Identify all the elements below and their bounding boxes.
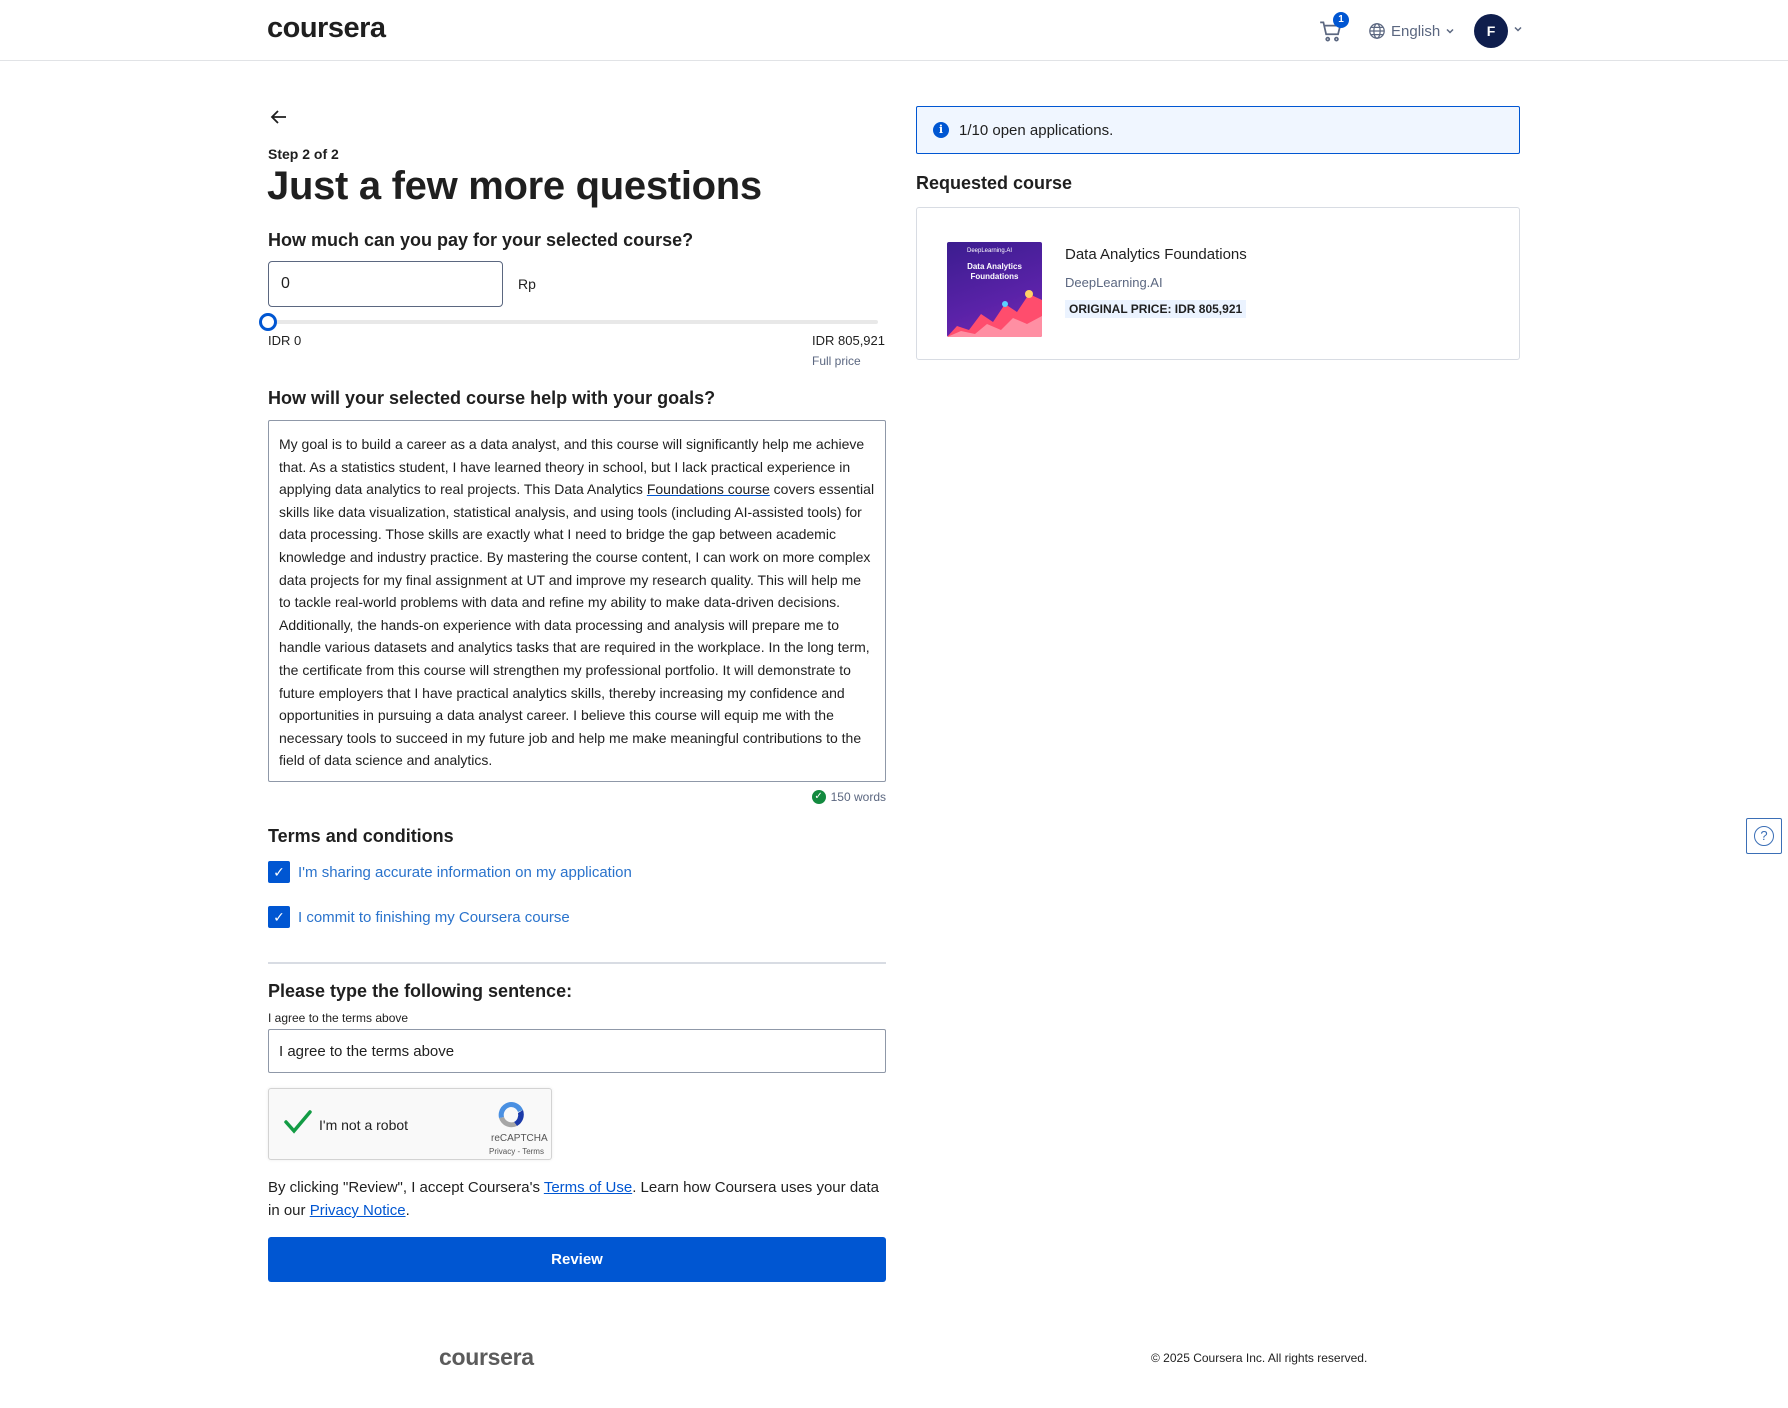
cart-count-badge: 1 <box>1333 12 1349 28</box>
question-mark-icon: ? <box>1754 826 1774 846</box>
disclaimer-text: By clicking "Review", I accept Coursera's <box>268 1179 544 1196</box>
copyright: © 2025 Coursera Inc. All rights reserved. <box>1151 1351 1368 1365</box>
payment-slider-track[interactable] <box>268 320 878 324</box>
payment-slider-thumb[interactable] <box>259 313 277 331</box>
coursera-logo[interactable]: coursera <box>267 12 386 44</box>
goals-textarea[interactable] <box>268 420 886 782</box>
recaptcha-brand: reCAPTCHA <box>491 1133 548 1144</box>
disclaimer-text: . Learn how Coursera uses your data in our <box>268 1179 880 1219</box>
slider-max-label: IDR 805,921 <box>812 333 885 348</box>
top-header <box>0 0 1788 61</box>
word-count-label: 150 words <box>830 790 886 804</box>
review-button[interactable]: Review <box>268 1237 886 1282</box>
goals-text-underlined: Foundations course <box>646 481 770 498</box>
checkbox-checked-icon[interactable]: ✓ <box>268 906 290 928</box>
course-name[interactable]: Data Analytics Foundations <box>1065 246 1247 263</box>
sentence-label: I agree to the terms above <box>268 1011 409 1025</box>
payment-question: How much can you pay for your selected course? <box>268 230 694 250</box>
page-title: Just a few more questions <box>267 164 762 208</box>
avatar[interactable]: F <box>1474 14 1508 48</box>
thumbnail-artwork <box>947 286 1042 337</box>
sentence-question: Please type the following sentence: <box>268 981 573 1001</box>
course-card[interactable] <box>916 207 1520 360</box>
slider-min-label: IDR 0 <box>268 333 302 348</box>
full-price-label: Full price <box>812 354 861 368</box>
thumbnail-brand: DeepLearning.AI <box>967 248 1013 254</box>
language-label: English <box>1391 22 1441 40</box>
original-price-tag: ORIGINAL PRICE: IDR 805,921 <box>1065 300 1246 318</box>
open-applications-banner <box>916 106 1520 154</box>
recaptcha-widget <box>268 1088 552 1160</box>
disclaimer-text: . <box>405 1202 410 1219</box>
requested-course-title: Requested course <box>916 173 1073 193</box>
thumbnail-title: Data Analytics Foundations <box>967 262 1022 281</box>
chevron-down-icon[interactable] <box>1513 24 1523 34</box>
payment-amount-input[interactable] <box>268 261 503 307</box>
chevron-down-icon <box>1445 26 1455 36</box>
goals-question: How will your selected course help with your goals? <box>268 388 716 408</box>
checkbox-label[interactable]: I commit to finishing my Coursera course <box>298 908 570 926</box>
course-provider: DeepLearning.AI <box>1065 275 1163 290</box>
course-thumbnail <box>947 242 1042 337</box>
checkmark-icon: ✓ <box>812 790 826 804</box>
recaptcha-logo-icon <box>495 1099 527 1131</box>
globe-icon <box>1368 22 1386 40</box>
recaptcha-label: I'm not a robot <box>319 1117 409 1133</box>
terms-checkbox-commit[interactable] <box>268 906 570 928</box>
language-selector[interactable] <box>1368 19 1455 43</box>
recaptcha-links[interactable]: Privacy - Terms <box>489 1147 544 1156</box>
goals-text: My goal is to build a career as a data analyst, and this course will significantly help me achieve that. As a statistics student, I have learned theory in school, but I lack practical experience in applying data analytics to real projects. This Data Analytics <box>279 436 865 498</box>
divider <box>268 962 886 964</box>
info-icon: i <box>933 122 949 138</box>
step-indicator: Step 2 of 2 <box>268 146 339 162</box>
privacy-notice-link[interactable]: Privacy Notice <box>309 1202 406 1219</box>
sentence-input[interactable] <box>268 1029 886 1073</box>
help-button[interactable] <box>1746 818 1782 854</box>
terms-checkbox-accurate[interactable] <box>268 861 632 883</box>
terms-of-use-link[interactable]: Terms of Use <box>543 1179 633 1196</box>
open-applications-text: 1/10 open applications. <box>959 121 1114 139</box>
footer-logo[interactable]: coursera <box>439 1344 534 1370</box>
word-count <box>812 790 886 804</box>
review-disclaimer <box>268 1176 888 1222</box>
recaptcha-checkmark-icon[interactable] <box>283 1109 313 1135</box>
back-arrow-icon[interactable] <box>268 106 290 128</box>
currency-label: Rp <box>518 276 536 292</box>
checkbox-label[interactable]: I'm sharing accurate information on my application <box>298 863 632 881</box>
goals-text: covers essential skills like data visualization, statistical analysis, and using tools (including AI-assisted tools) for data processing. Those skills are exactly what I need to bridge the gap between academic knowledge and industry practice. By mastering the course content, I can work on more complex data projects for my final assignment at UT and improve my research quality. This will help me to tackle real-world problems with data and refine my ability to make data-driven decisions. Additionally, the hands-on experience with data processing and analysis will prepare me to handle various datasets and analytics tasks that are required in the workplace. In the long term, the certificate from this course will strengthen my professional portfolio. It will demonstrate to future employers that I have practical analytics skills, thereby increasing my confidence and opportunities in pursuing a data analyst career. I believe this course will equip me with the necessary tools to succeed in my future job and help me make meaningful contributions to the field of data science and analytics. <box>279 481 875 769</box>
terms-title: Terms and conditions <box>268 826 454 846</box>
checkbox-checked-icon[interactable]: ✓ <box>268 861 290 883</box>
